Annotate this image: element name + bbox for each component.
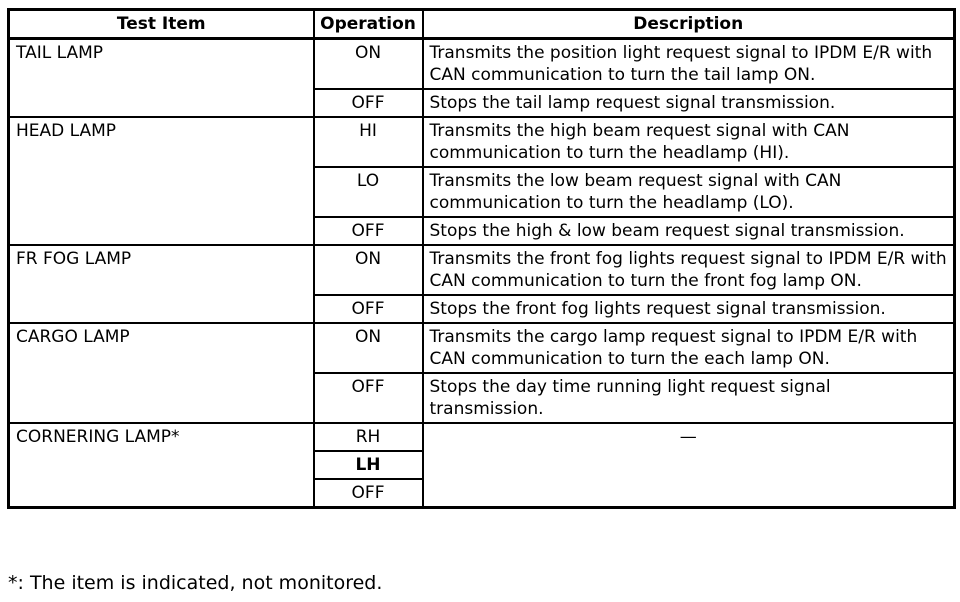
operation-cell: LH (314, 451, 423, 479)
test-item-tail-lamp: TAIL LAMP (9, 39, 314, 118)
description-cell: Transmits the cargo lamp request signal to IPDM E/R with CAN communication to turn the each lamp ON. (423, 323, 955, 373)
test-item-cargo-lamp: CARGO LAMP (9, 323, 314, 423)
header-test-item: Test Item (9, 10, 314, 39)
header-operation: Operation (314, 10, 423, 39)
operation-cell: ON (314, 39, 423, 90)
operation-cell: OFF (314, 373, 423, 423)
operation-cell: HI (314, 117, 423, 167)
description-cell: Transmits the low beam request signal with CAN communication to turn the headlamp (LO). (423, 167, 955, 217)
operation-cell: ON (314, 245, 423, 295)
description-cell: Transmits the position light request signal to IPDM E/R with CAN communication to turn the tail lamp ON. (423, 39, 955, 90)
operation-cell: RH (314, 423, 423, 451)
operation-cell: ON (314, 323, 423, 373)
test-item-cornering-lamp: CORNERING LAMP* (9, 423, 314, 508)
header-description: Description (423, 10, 955, 39)
footnote: *: The item is indicated, not monitored. (8, 572, 383, 594)
test-item-table (7, 8, 956, 509)
description-cell: Stops the front fog lights request signal transmission. (423, 295, 955, 323)
table-row (9, 117, 955, 167)
table-row (9, 423, 955, 451)
operation-cell: OFF (314, 89, 423, 117)
description-cell: Transmits the front fog lights request signal to IPDM E/R with CAN communication to turn the front fog lamp ON. (423, 245, 955, 295)
description-cell: Stops the tail lamp request signal transmission. (423, 89, 955, 117)
test-item-head-lamp: HEAD LAMP (9, 117, 314, 245)
operation-cell: OFF (314, 295, 423, 323)
description-cell-empty: — (423, 423, 955, 508)
test-item-fr-fog-lamp: FR FOG LAMP (9, 245, 314, 323)
table-header-row (9, 10, 955, 39)
operation-cell: LO (314, 167, 423, 217)
description-cell: Transmits the high beam request signal with CAN communication to turn the headlamp (HI). (423, 117, 955, 167)
description-cell: Stops the high & low beam request signal transmission. (423, 217, 955, 245)
operation-cell: OFF (314, 479, 423, 508)
description-cell: Stops the day time running light request signal transmission. (423, 373, 955, 423)
table-row (9, 323, 955, 373)
table-row (9, 39, 955, 90)
table-row (9, 245, 955, 295)
operation-cell: OFF (314, 217, 423, 245)
